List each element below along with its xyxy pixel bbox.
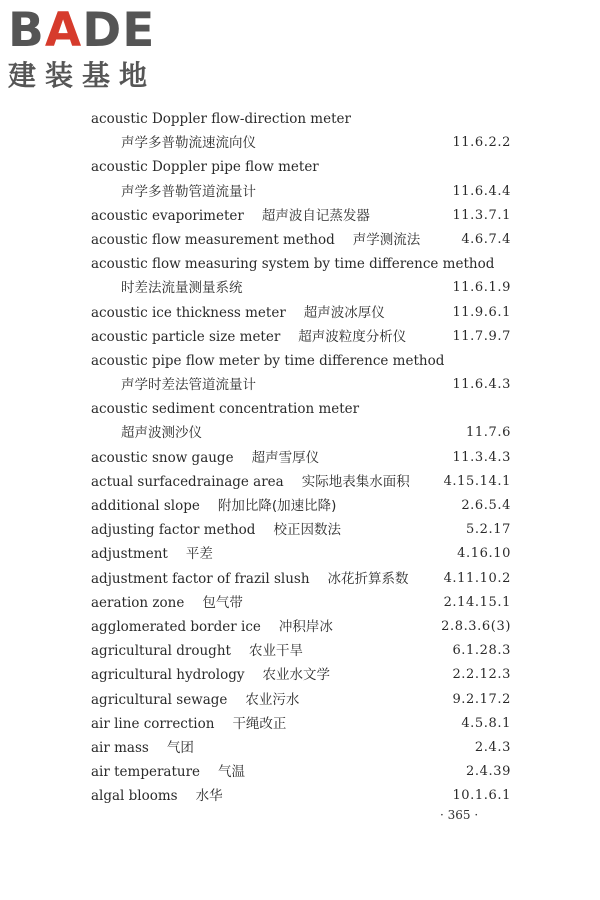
entry-chinese-term: 气团 [166,739,194,756]
entry-section-number: 11.3.7.1 [452,207,511,223]
entry-chinese-term: 农业污水 [245,691,300,708]
entry-chinese-term: 声学测流法 [352,231,421,248]
page-number: · 365 · [440,808,479,822]
entry-chinese-term: 超声波冰厚仪 [303,304,385,321]
index-entry [91,494,511,518]
entry-chinese-term: 冰花折算系数 [327,570,409,587]
entry-chinese-term: 超声雪厚仪 [251,449,320,466]
index-entry [91,542,511,566]
entry-chinese-term: 农业干旱 [248,643,303,660]
entry-chinese-term: 平差 [185,546,213,563]
entry-section-number: 4.16.10 [457,546,511,562]
logo-subtitle: 建装基地 [8,59,157,92]
index-entry [91,276,511,300]
logo [8,3,178,96]
entry-english-term: algal blooms [91,788,178,805]
entry-section-number: 5.2.17 [466,522,511,538]
index-entry [91,325,511,349]
entry-section-number: 4.6.7.4 [461,231,511,247]
logo-wordmark: BADE [8,3,156,58]
index-entry [91,421,511,445]
index-entry [91,615,511,639]
index-entry [91,107,511,131]
index-entry [91,470,511,494]
index-entry [91,349,511,373]
entry-chinese-term: 超声波测沙仪 [121,425,202,442]
entry-section-number: 11.6.4.3 [452,377,511,393]
index-entry [91,591,511,615]
index-entry [91,446,511,470]
entry-section-number: 11.7.9.7 [452,328,511,344]
entry-english-term: air temperature [91,764,201,781]
entry-english-term: agglomerated border ice [91,618,261,635]
entry-english-term: adjustment [91,546,168,563]
index-entry [91,397,511,421]
entry-english-term: acoustic evaporimeter [91,207,244,224]
entry-english-term: agricultural sewage [91,691,228,708]
index-entry [91,688,511,712]
entry-english-term: acoustic flow measurement method [91,231,335,248]
entry-chinese-term: 校正因数法 [273,522,341,539]
index-entry [91,760,511,784]
entry-chinese-term: 气温 [218,764,246,781]
entry-english-term: agricultural hydrology [91,667,245,684]
entry-english-term: acoustic Doppler flow-direction meter [91,111,351,127]
entry-english-term: adjusting factor method [91,522,256,539]
index-entry [91,712,511,736]
index-entry [91,252,511,276]
entry-section-number: 11.6.1.9 [452,280,511,296]
index-entry [91,155,511,179]
entry-chinese-term: 时差法流量测量系统 [121,280,243,297]
entry-section-number: 11.6.4.4 [452,183,511,199]
entry-section-number: 2.8.3.6(3) [441,618,511,634]
entry-section-number: 4.15.14.1 [443,473,511,489]
entry-section-number: 2.2.12.3 [452,667,511,683]
index-entry [91,736,511,760]
entry-english-term: acoustic pipe flow meter by time difference method [91,352,445,369]
logo-accent-letter: A [44,3,83,58]
index-entry [91,663,511,687]
entry-chinese-term: 干绳改正 [232,715,287,732]
entry-chinese-term: 超声波粒度分析仪 [298,328,407,345]
index-entry [91,204,511,228]
entry-chinese-term: 声学多普勒流速流向仪 [121,135,256,152]
entry-section-number: 9.2.17.2 [452,691,511,707]
entry-chinese-term: 冲积岸冰 [278,618,333,635]
entry-chinese-term: 农业水文学 [262,667,331,684]
entry-section-number: 2.4.3 [474,739,511,755]
entry-english-term: acoustic ice thickness meter [91,304,286,321]
entry-section-number: 11.6.2.2 [452,135,511,151]
entry-english-term: aeration zone [91,594,185,611]
entry-english-term: additional slope [91,498,200,514]
index-entry [91,784,511,808]
index-entry [91,518,511,542]
entry-english-term: agricultural drought [91,643,231,660]
entry-section-number: 2.6.5.4 [461,498,511,513]
entry-chinese-term: 声学多普勒管道流量计 [121,183,256,200]
entry-section-number: 2.14.15.1 [443,594,511,610]
index-entry [91,301,511,325]
entry-section-number: 10.1.6.1 [452,788,511,804]
entry-chinese-term: 包气带 [202,594,243,611]
entry-chinese-term: 实际地表集水面积 [301,473,410,490]
entry-section-number: 11.3.4.3 [452,449,511,465]
entry-english-term: acoustic Doppler pipe flow meter [91,159,319,176]
entry-english-term: acoustic flow measuring system by time difference method [91,256,495,273]
entry-english-term: acoustic sediment concentration meter [91,401,360,418]
entry-section-number: 4.5.8.1 [461,715,511,731]
entry-chinese-term: 声学时差法管道流量计 [121,377,256,394]
index-entry [91,228,511,252]
index-entry [91,131,511,155]
entry-english-term: adjustment factor of frazil slush [91,570,310,587]
index-entry [91,373,511,397]
index-entry [91,639,511,663]
entry-english-term: acoustic particle size meter [91,328,281,345]
entry-section-number: 11.7.6 [466,425,511,441]
index-entry [91,567,511,591]
entry-english-term: acoustic snow gauge [91,449,234,466]
entry-section-number: 6.1.28.3 [452,643,511,659]
entry-english-term: air mass [91,739,149,756]
entry-section-number: 4.11.10.2 [443,570,511,586]
entry-english-term: air line correction [91,715,215,732]
index-entry [91,180,511,204]
entry-chinese-term: 附加比降(加速比降) [217,498,337,514]
entry-english-term: actual surfacedrainage area [91,473,284,490]
entry-section-number: 11.9.6.1 [452,304,511,320]
entry-chinese-term: 超声波自记蒸发器 [261,207,370,224]
entry-chinese-term: 水华 [195,788,223,805]
entry-section-number: 2.4.39 [466,764,511,780]
index-entries [91,107,511,808]
